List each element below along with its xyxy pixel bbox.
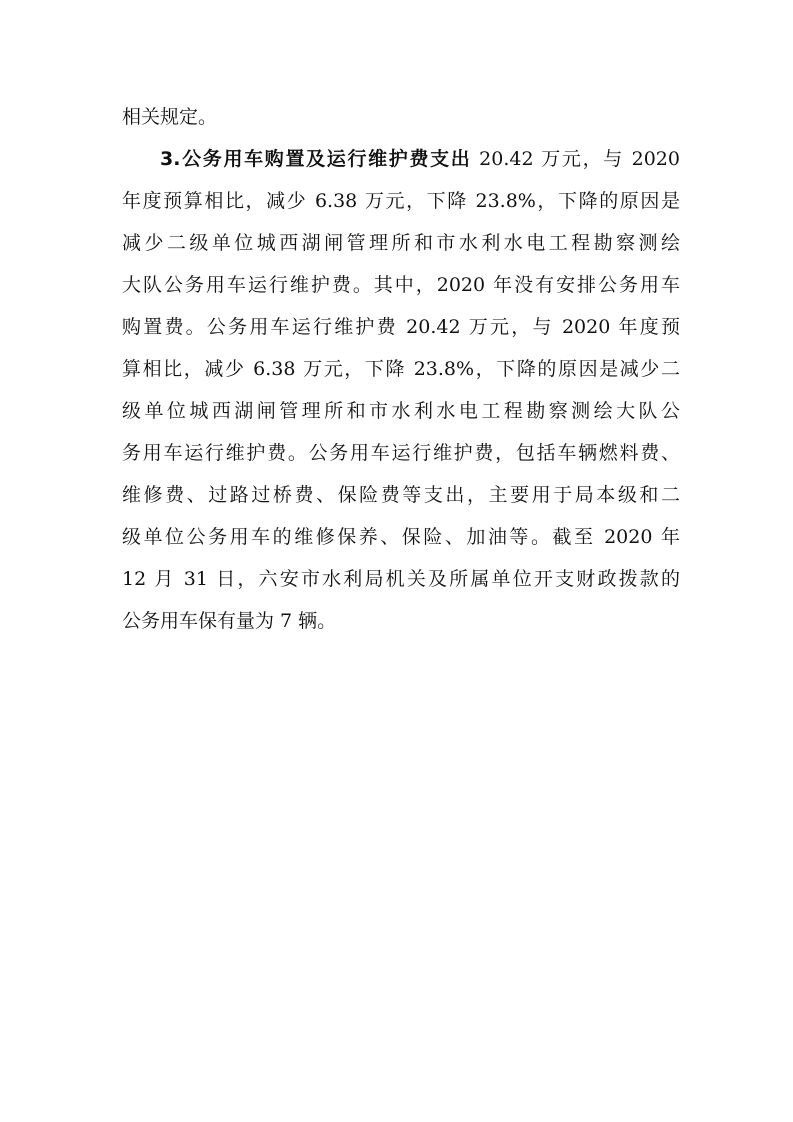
paragraph-line-2 bbox=[122, 142, 680, 176]
line-text: 购置费。公务用车运行维护费 20.42 万元，与 2020 年度预 bbox=[122, 316, 680, 338]
paragraph-line-4 bbox=[122, 226, 680, 260]
line-text: 维修费、过路过桥费、保险费等支出，主要用于局本级和二 bbox=[122, 484, 680, 506]
paragraph-line-8 bbox=[122, 394, 680, 428]
line-text: 务用车运行维护费。公务用车运行维护费，包括车辆燃料费、 bbox=[122, 442, 680, 464]
line-text: 减少二级单位城西湖闸管理所和市水利水电工程勘察测绘 bbox=[122, 232, 680, 254]
paragraph-line-3 bbox=[122, 184, 680, 218]
paragraph-line-7 bbox=[122, 352, 680, 386]
paragraph-line-12 bbox=[122, 562, 680, 596]
paragraph-line-6 bbox=[122, 310, 680, 344]
paragraph-line-10 bbox=[122, 478, 680, 512]
paragraph-line-11 bbox=[122, 520, 680, 554]
line-text: 大队公务用车运行维护费。其中，2020 年没有安排公务用车 bbox=[122, 274, 680, 296]
line-text: 20.42 万元，与 2020 bbox=[471, 148, 680, 170]
line-text: 公务用车保有量为 7 辆。 bbox=[122, 610, 337, 632]
line-text: 算相比，减少 6.38 万元，下降 23.8%，下降的原因是减少二 bbox=[122, 358, 680, 380]
section-heading: 3.公务用车购置及运行维护费支出 bbox=[160, 148, 472, 170]
line-text: 年度预算相比，减少 6.38 万元，下降 23.8%，下降的原因是 bbox=[122, 190, 680, 212]
paragraph-line-9 bbox=[122, 436, 680, 470]
paragraph-line-1 bbox=[122, 100, 680, 134]
paragraph-line-5 bbox=[122, 268, 680, 302]
line-text: 级单位公务用车的维修保养、保险、加油等。截至 2020 年 bbox=[122, 526, 680, 548]
line-text: 相关规定。 bbox=[122, 106, 218, 128]
line-text: 级单位城西湖闸管理所和市水利水电工程勘察测绘大队公 bbox=[122, 400, 680, 422]
line-text: 12 月 31 日，六安市水利局机关及所属单位开支财政拨款的 bbox=[122, 568, 680, 590]
paragraph-line-13 bbox=[122, 604, 680, 638]
